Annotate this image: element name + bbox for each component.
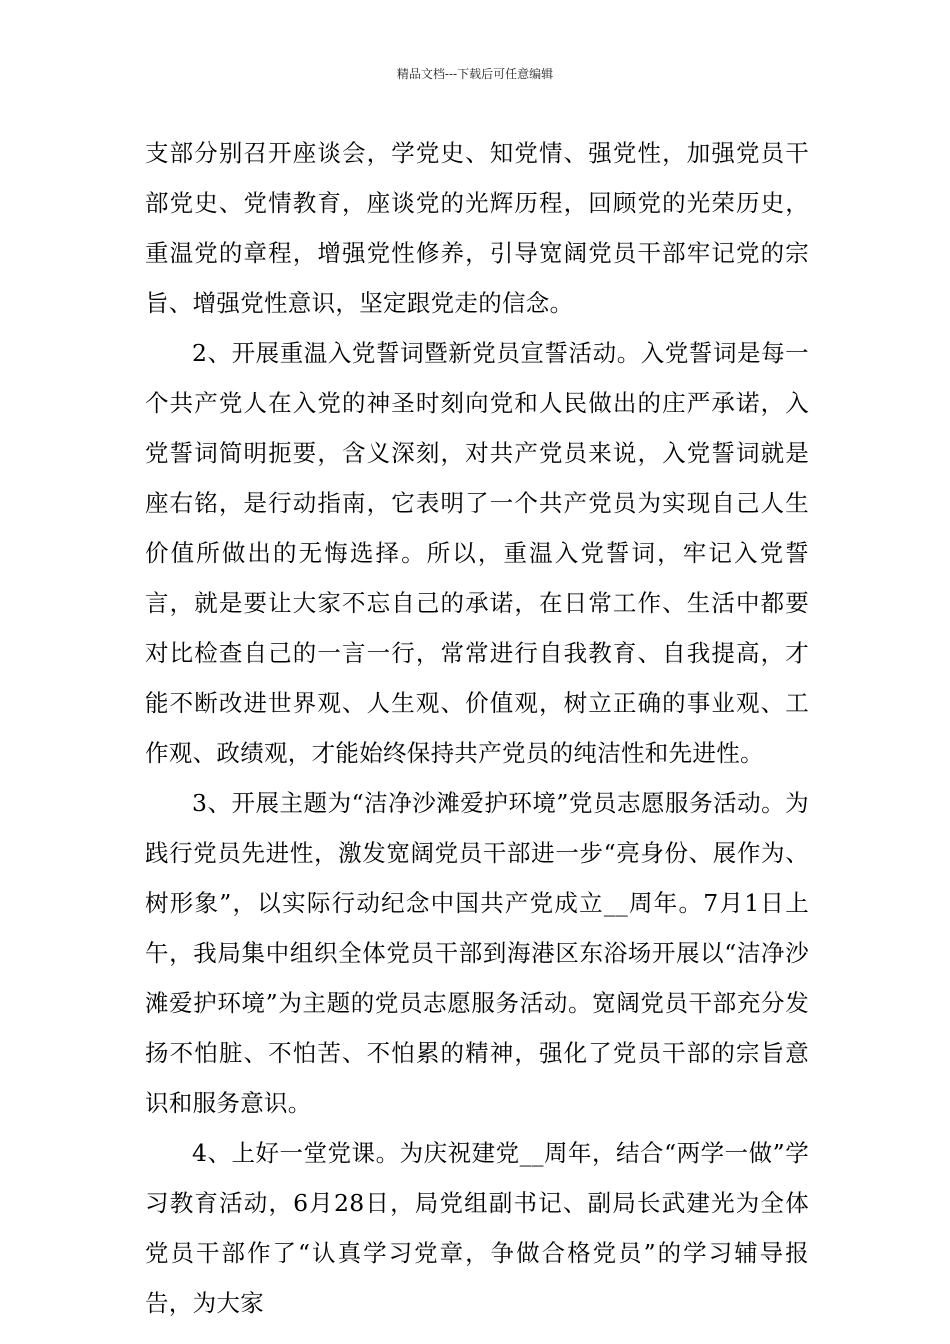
paragraph-continuation: 支部分别召开座谈会，学党史、知党情、强党性，加强党员干部党史、党情教育，座谈党的光辉历程，回顾党的光荣历史，重温党的章程，增强党性修养，引导宽阔党员干部牢记党的宗旨、增强党性意识，坚定跟党走的信念。 [145, 139, 809, 317]
page-header: 精品文档---下载后可任意编辑 [396, 67, 554, 81]
paragraph-item-2: 2、开展重温入党誓词暨新党员宣誓活动。入党誓词是每一个共产党人在入党的神圣时刻向党和人民做出的庄严承诺，入党誓词简明扼要，含义深刻，对共产党员来说，入党誓词就是座右铭，是行动指南，它表明了一个共产党员为实现自己人生价值所做出的无悔选择。所以，重温入党誓词，牢记入党誓言，就是要让大家不忘自己的承诺，在日常工作、生活中都要对比检查自己的一言一行，常常进行自我教育、自我提高，才能不断改进世界观、人生观、价值观，树立正确的事业观、工作观、政绩观，才能始终保持共产党员的纯洁性和先进性。 [145, 339, 809, 767]
paragraph-item-4: 4、上好一堂党课。为庆祝建党__周年，结合“两学一做”学习教育活动，6月28日，局党组副书记、副局长武建光为全体党员干部作了“认真学习党章，争做合格党员”的学习辅导报告，为大家 [145, 1139, 809, 1317]
paragraph-item-3: 3、开展主题为“洁净沙滩爱护环境”党员志愿服务活动。为践行党员先进性，激发宽阔党员干部进一步“亮身份、展作为、树形象”，以实际行动纪念中国共产党成立__周年。7月1日上午，我局集中组织全体党员干部到海港区东浴场开展以“洁净沙滩爱护环境”为主题的党员志愿服务活动。宽阔党员干部充分发扬不怕脏、不怕苦、不怕累的精神，强化了党员干部的宗旨意识和服务意识。 [145, 789, 809, 1117]
document-body [145, 128, 809, 1328]
